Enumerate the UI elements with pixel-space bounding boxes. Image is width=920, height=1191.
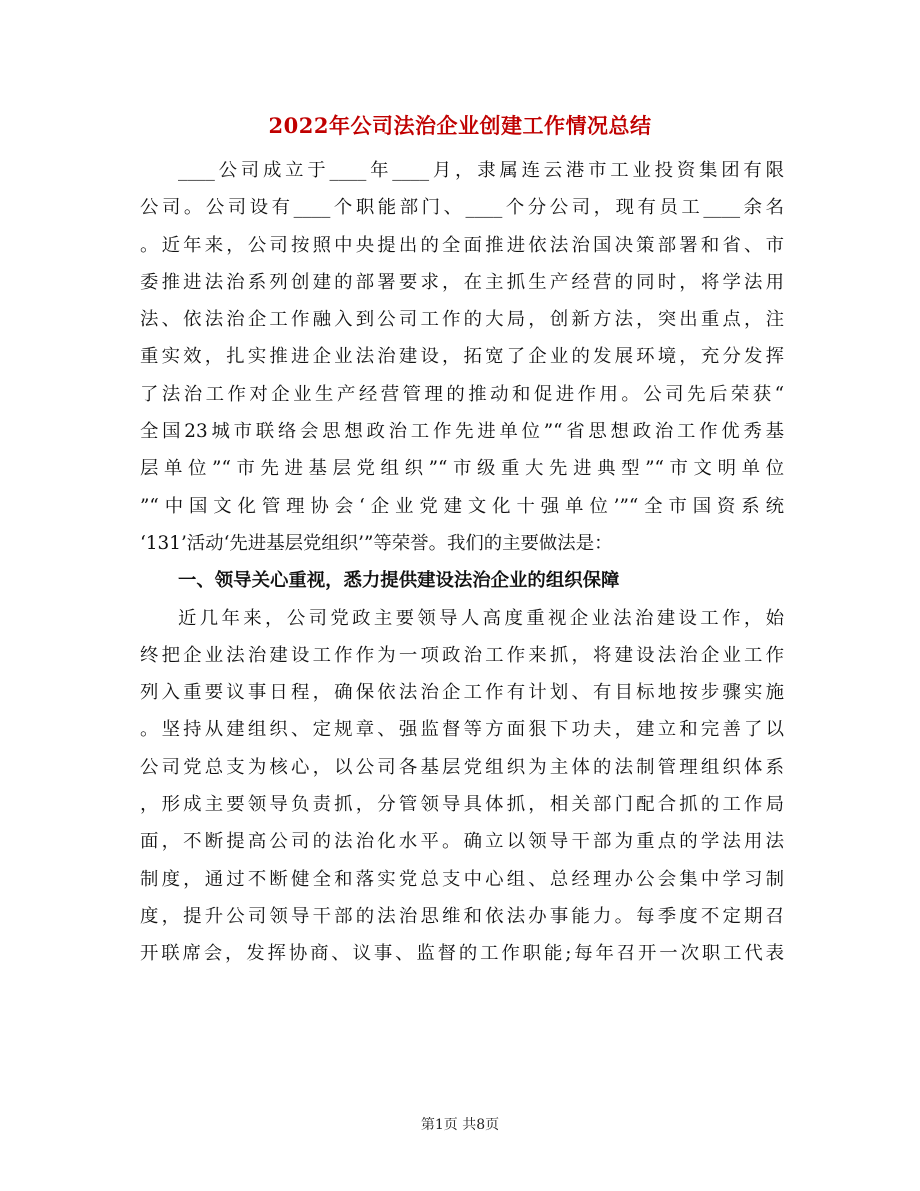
paragraph-line: 。坚持从建组织、定规章、强监督等方面狠下功夫，建立和完善了以 bbox=[140, 719, 784, 741]
paragraph-line: 公司党总支为核心，以公司各基层党组织为主体的法制管理组织体系 bbox=[140, 756, 784, 778]
paragraph-line: 全国23城市联络会思想政治工作先进单位”“省思想政治工作优秀基 bbox=[140, 421, 784, 443]
section-heading: 一、领导关心重视，悉力提供建设法治企业的组织保障 bbox=[178, 570, 620, 592]
paragraph-line: ____公司成立于____年____月，隶属连云港市工业投资集团有限 bbox=[178, 160, 784, 181]
paragraph-line: ‘131’活动‘先进基层党组织’”等荣誉。我们的主要做法是： bbox=[140, 532, 613, 554]
page-number: 第1页 共8页 bbox=[420, 1117, 500, 1133]
paragraph-line: 。近年来，公司按照中央提出的全面推进依法治国决策部署和省、市 bbox=[140, 234, 784, 256]
paragraph-line: 委推进法治系列创建的部署要求，在主抓生产经营的同时，将学法用 bbox=[140, 271, 784, 293]
paragraph-line: 开联席会，发挥协商、议事、监督的工作职能;每年召开一次职工代表 bbox=[140, 943, 784, 965]
paragraph-line: 法、依法治企工作融入到公司工作的大局，创新方法，突出重点，注 bbox=[140, 309, 784, 331]
paragraph-line: 了法治工作对企业生产经营管理的推动和促进作用。公司先后荣获“ bbox=[140, 383, 784, 405]
document-body bbox=[140, 152, 784, 973]
paragraph-line: 重实效，扎实推进企业法治建设，拓宽了企业的发展环境，充分发挥 bbox=[140, 346, 784, 368]
paragraph-line: 近几年来，公司党政主要领导人高度重视企业法治建设工作，始 bbox=[178, 607, 784, 629]
paragraph-line: 度，提升公司领导干部的法治思维和依法办事能力。每季度不定期召 bbox=[140, 905, 784, 927]
paragraph-line: ”“中国文化管理协会‘企业党建文化十强单位’”“全市国资系统 bbox=[140, 495, 784, 517]
paragraph-line: 层单位”“市先进基层党组织”“市级重大先进典型”“市文明单位 bbox=[140, 458, 784, 480]
document-title: 2022年公司法治企业创建工作情况总结 bbox=[268, 113, 652, 138]
paragraph-line: 终把企业法治建设工作作为一项政治工作来抓，将建设法治企业工作 bbox=[140, 644, 784, 666]
paragraph-line: 制度，通过不断健全和落实党总支中心组、总经理办公会集中学习制 bbox=[140, 868, 784, 890]
paragraph-line: 列入重要议事日程，确保依法治企工作有计划、有目标地按步骤实施 bbox=[140, 682, 784, 704]
paragraph-line: 公司。公司设有____个职能部门、____个分公司，现有员工____余名 bbox=[140, 197, 784, 219]
paragraph-line: 面，不断提高公司的法治化水平。确立以领导干部为重点的学法用法 bbox=[140, 831, 784, 853]
paragraph-line: ，形成主要领导负责抓，分管领导具体抓，相关部门配合抓的工作局 bbox=[140, 794, 784, 816]
